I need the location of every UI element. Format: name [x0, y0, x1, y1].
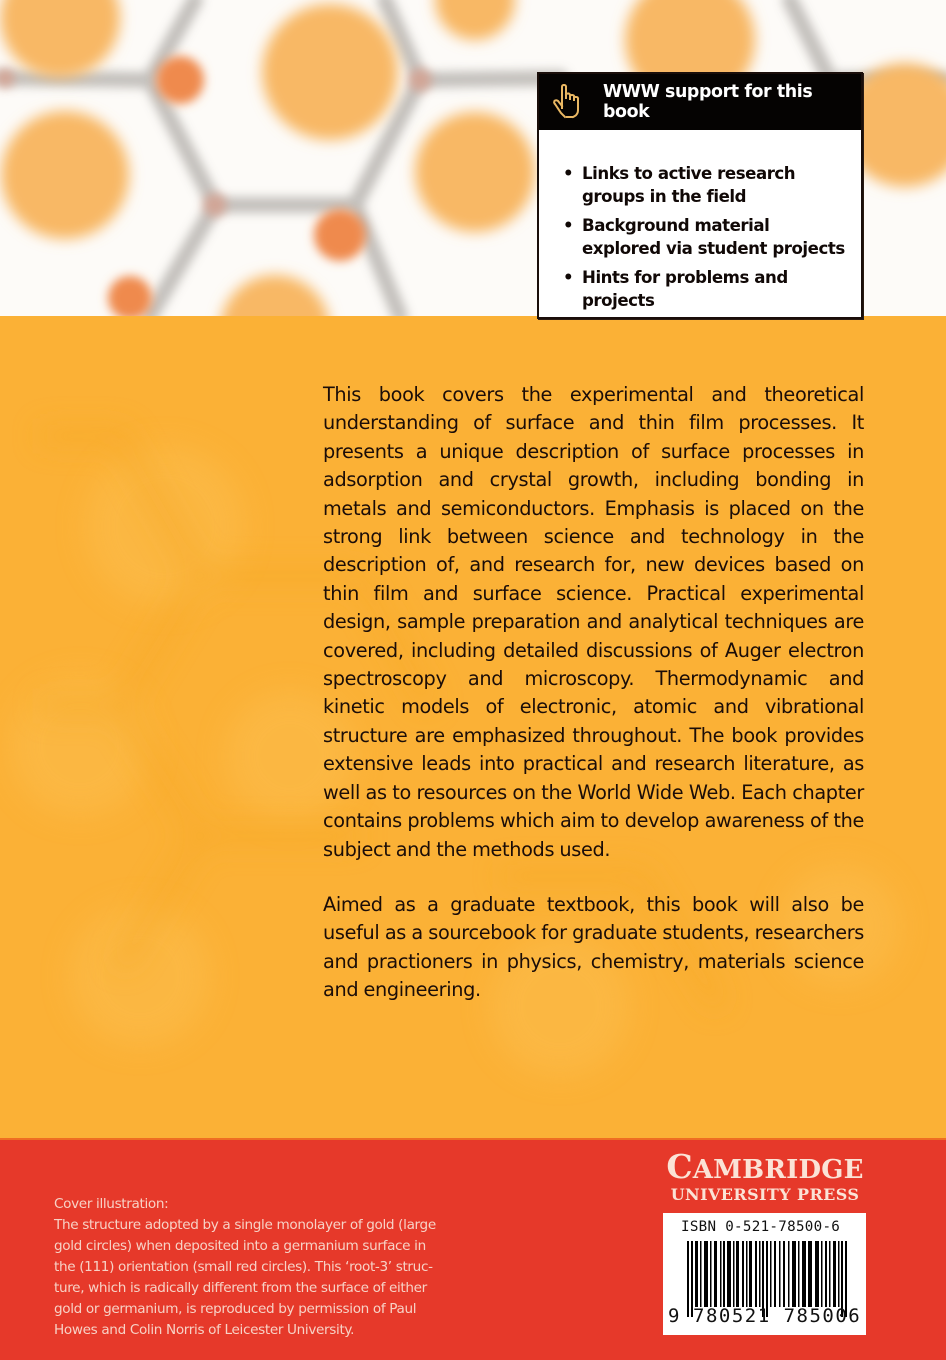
- publisher-name: [663, 1147, 867, 1186]
- book-description: [323, 381, 864, 1005]
- www-support-header: [539, 74, 861, 130]
- bullet-icon: •: [563, 216, 574, 235]
- caption-line: the (111) orientation (small red circles). This ‘root-3’ struc-: [54, 1259, 433, 1275]
- cover-footer: [0, 1138, 946, 1360]
- caption-heading: Cover illustration:: [54, 1196, 169, 1212]
- isbn-barcode: [663, 1213, 866, 1335]
- www-support-list: [539, 130, 861, 312]
- isbn-label: ISBN 0-521-78500-6: [681, 1219, 841, 1235]
- publisher-logo: [663, 1147, 867, 1205]
- bullet-icon: •: [563, 164, 574, 183]
- www-support-item: [563, 266, 847, 312]
- www-support-item: [563, 214, 847, 260]
- caption-line: gold circles) when deposited into a germanium surface in: [54, 1238, 426, 1254]
- www-support-title: WWW support for this book: [603, 82, 813, 122]
- publisher-initial: C: [666, 1147, 693, 1186]
- www-support-item-text: Links to active research groups in the field: [582, 164, 796, 206]
- cover-illustration-caption: [54, 1194, 514, 1341]
- description-paragraph: This book covers the experimental and theoretical understanding of surface and thin film processes. It presents a unique description of surface processes in adsorption and crystal growth, including bonding in metals and semiconductors. Emphasis is placed on the strong link between science and technology in the description of, and research for, new devices based on thin film and surface science. Practical experimental design, sample preparation and analytical techniques are covered, including detailed discussions of Auger electron spectroscopy and microscopy. Thermodynamic and kinetic models of electronic, atomic and vibrational structure are emphasized throughout. The book provides extensive leads into practical and research literature, as well as to resources on the World Wide Web. Each chapter contains problems which aim to develop awareness of the subject and the methods used.: [323, 383, 864, 861]
- caption-line: The structure adopted by a single monolayer of gold (large: [54, 1217, 436, 1233]
- caption-line: Howes and Colin Norris of Leicester University.: [54, 1322, 355, 1338]
- www-support-item-text: Hints for problems and projects: [582, 268, 788, 310]
- www-support-box: [537, 72, 863, 319]
- www-support-item: [563, 162, 847, 208]
- caption-line: ture, which is radically different from the surface of either: [54, 1280, 427, 1296]
- pointing-hand-icon: [551, 84, 581, 120]
- ean-digits-rest: 780521 785006: [693, 1305, 862, 1327]
- caption-line: gold or germanium, is reproduced by permission of Paul: [54, 1301, 417, 1317]
- www-support-item-text: Background material explored via student projects: [582, 216, 845, 258]
- publisher-name-rest: AMBRIDGE: [692, 1155, 864, 1185]
- audience-paragraph: Aimed as a graduate textbook, this book will also be useful as a sourcebook for graduate students, researchers and practioners in physics, chemistry, materials science and engineering.: [323, 892, 864, 1002]
- ean-first-digit: 9: [668, 1305, 681, 1327]
- publisher-subtitle: UNIVERSITY PRESS: [670, 1185, 860, 1204]
- bullet-icon: •: [563, 268, 574, 287]
